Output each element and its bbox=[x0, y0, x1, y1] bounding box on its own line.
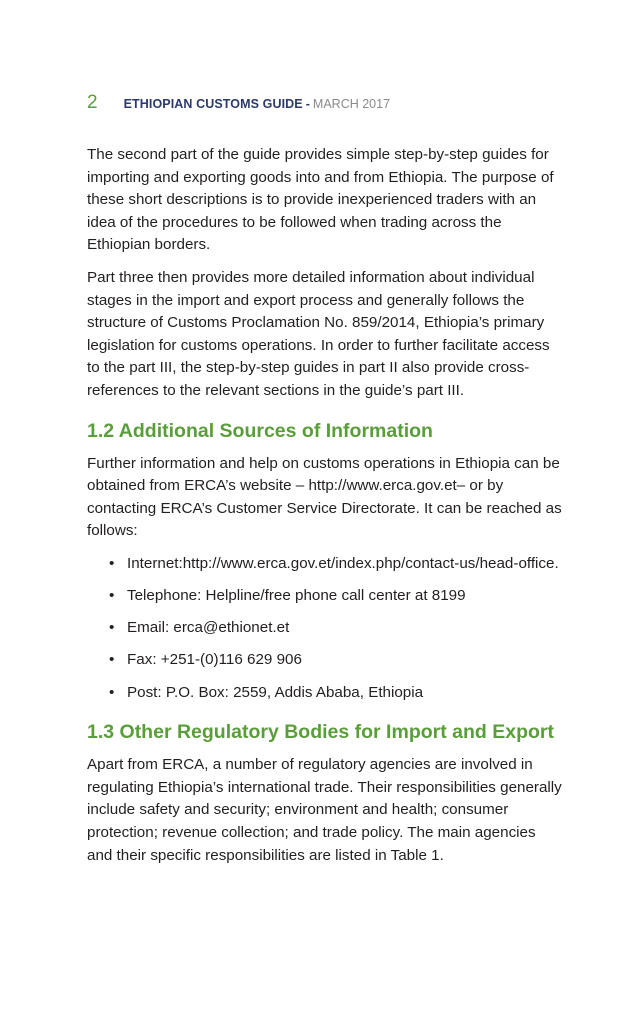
bullet-icon: • bbox=[109, 651, 115, 669]
list-item bbox=[107, 649, 562, 672]
section-1-3-paragraph: Apart from ERCA, a number of regulatory agencies are involved in regulating Ethiopia’s international trade. Their responsibilities generally include safety and security; environment and health; consumer protection; revenue collection; and trade policy. The main agencies and their specific responsibilities are listed in Table 1. bbox=[87, 756, 562, 864]
header-date: MARCH 2017 bbox=[312, 97, 391, 111]
section-heading-1-2: 1.2 Additional Sources of Information bbox=[87, 419, 433, 442]
bullet-icon: • bbox=[109, 619, 115, 637]
section-1-2-paragraph: Further information and help on customs operations in Ethiopia can be obtained from ERCA’s website – http://www.erca.gov.et– or by contacting ERCA’s Customer Service Directorate. It can be reached as follows: bbox=[87, 454, 562, 540]
intro-paragraph-1: The second part of the guide provides simple step-by-step guides for importing and exporting goods into and from Ethiopia. The purpose of these short descriptions is to provide inexperienced traders with an idea of the procedures to be followed when trading across the Ethiopian borders. bbox=[87, 146, 554, 254]
bullet-icon: • bbox=[109, 587, 115, 605]
running-header bbox=[87, 92, 390, 114]
list-item-text: Email: erca@ethionet.et bbox=[127, 619, 290, 637]
intro-paragraph-2: Part three then provides more detailed information about individual stages in the import and export process and generally follows the structure of Customs Proclamation No. 859/2014, Ethiopia’s primary legislation for customs operations. In order to further facilitate access to the part III, the step-by-step guides in part II also provide cross-references to the relevant sections in the guide’s part III. bbox=[87, 268, 550, 399]
bullet-icon: • bbox=[109, 683, 115, 701]
contact-list bbox=[87, 553, 562, 704]
list-item bbox=[107, 682, 562, 705]
page-content bbox=[87, 144, 562, 877]
section-heading-1-3: 1.3 Other Regulatory Bodies for Import and Export bbox=[87, 721, 554, 744]
list-item-text: Fax: +251-(0)116 629 906 bbox=[127, 651, 302, 669]
list-item bbox=[107, 585, 562, 608]
list-item bbox=[107, 617, 562, 640]
bullet-icon: • bbox=[109, 554, 115, 572]
list-item-text: Internet:http://www.erca.gov.et/index.php/contact-us/head-office. bbox=[127, 554, 559, 572]
list-item bbox=[107, 553, 562, 576]
list-item-text: Telephone: Helpline/free phone call center at 8199 bbox=[127, 587, 466, 605]
page-number: 2 bbox=[87, 92, 98, 113]
header-separator: - bbox=[305, 97, 310, 111]
list-item-text: Post: P.O. Box: 2559, Addis Ababa, Ethiopia bbox=[127, 683, 424, 701]
header-title: ETHIOPIAN CUSTOMS GUIDE bbox=[123, 97, 303, 111]
